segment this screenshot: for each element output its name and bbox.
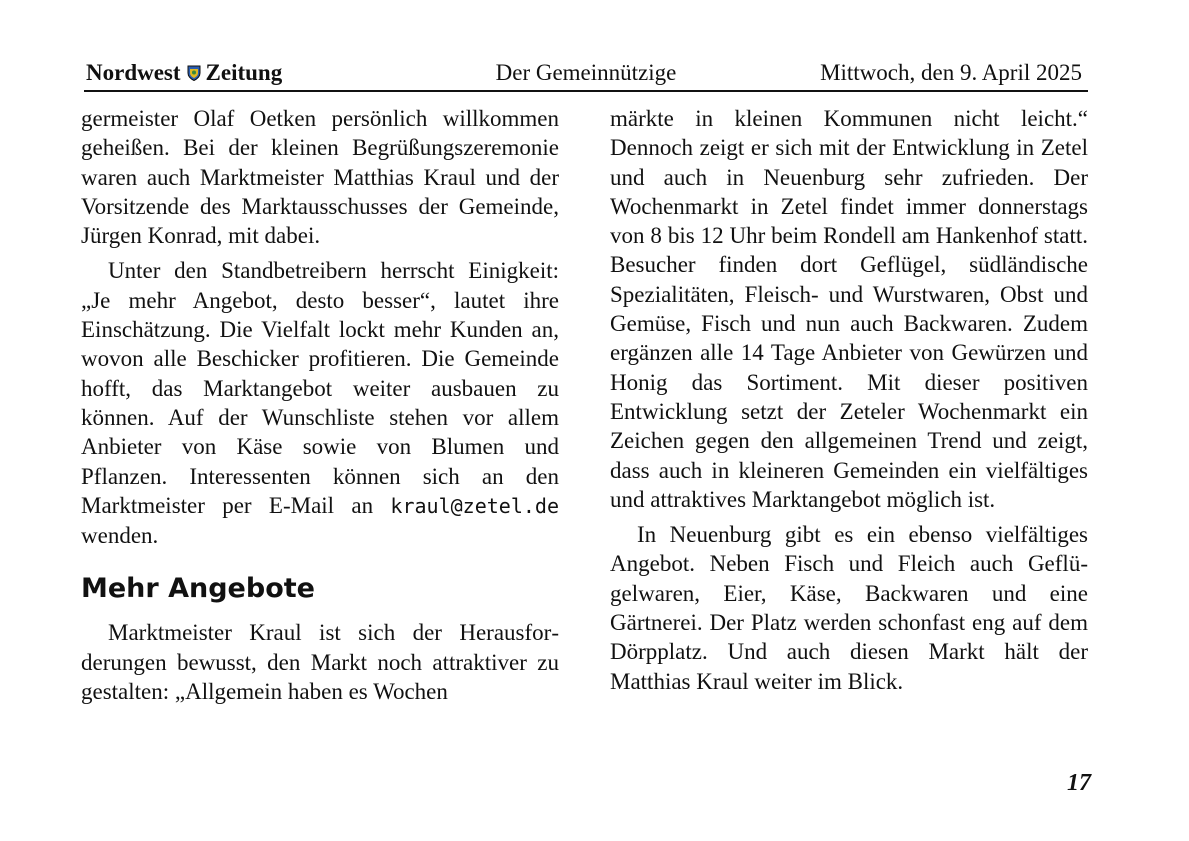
- page-header: [84, 56, 1088, 92]
- left-paragraph-2-text: Unter den Standbetreibern herrscht Einigkeit: „Je mehr Angebot, desto besser“, lautet ihre Einschätzung. Die Vielfalt lockt mehr Kunden an, wovon alle Beschicker profitieren. Die Gemeinde hofft, das Marktangebot weiter ausbauen zu können. Auf der Wunschliste stehen vor allem Anbieter von Käse sowie von Blumen und Pflanzen. Interessenten können sich an den Marktmeister per E-Mail an: [81, 258, 559, 518]
- left-paragraph-1: germeister Olaf Oetken persönlich willkommen geheißen. Bei der kleinen Begrüßungszeremonie waren auch Marktmeister Matthias Kraul und der Vorsitzende des Marktausschusses der Gemeinde, Jürgen Konrad, mit dabei.: [81, 106, 559, 249]
- left-paragraph-2-end: wenden.: [81, 523, 159, 549]
- right-column: [610, 104, 1088, 696]
- left-column: [81, 104, 559, 706]
- subheading: Mehr Angebote: [81, 573, 315, 605]
- section-title: Der Gemeinnützige: [495, 60, 677, 85]
- masthead-left: Nordwest: [86, 60, 181, 85]
- email-link[interactable]: kraul@zetel.de: [390, 493, 559, 518]
- left-paragraph-3: Marktmeister Kraul ist sich der Herausforderungen bewusst, den Markt noch attraktiver zu gestalten: „Allgemein haben es Wochen: [81, 620, 559, 705]
- left-paragraph-2: [81, 256, 559, 550]
- issue-date: Mittwoch, den 9. April 2025: [820, 60, 1082, 85]
- masthead-right: Zeitung: [205, 60, 283, 85]
- right-paragraph-1: märkte in kleinen Kommunen nicht leicht.“ Dennoch zeigt er sich mit der Entwicklung in Zetel und auch in Neuenburg sehr zufrieden. Der Wochenmarkt in Zetel findet immer donnerstags von 8 bis 12 Uhr beim Rondell am Hankenhof statt. Besucher finden dort Geflügel, südländische Spezialitäten, Fleisch- und Wurstwaren, Obst und Gemüse, Fisch und nun auch Backwaren. Zudem ergänzen alle 14 Tage Anbieter von Gewürzen und Honig das Sortiment. Mit dieser positiven Entwicklung setzt der Zeteler Wochenmarkt ein Zeichen gegen den allgemeinen Trend und zeigt, dass auch in kleineren Gemeinden ein vielfältiges und attraktives Marktangebot möglich ist.: [610, 106, 1088, 512]
- page-number: 17: [1067, 770, 1091, 796]
- right-paragraph-2: In Neuenburg gibt es ein ebenso vielfältiges Angebot. Neben Fisch und Fleich auch Geflügelwaren, Eier, Käse, Backwaren und eine Gärtnerei. Der Platz werden schonfast eng auf dem Dörpplatz. Und auch diesen Markt hält der Matthias Kraul weiter im Blick.: [610, 522, 1088, 694]
